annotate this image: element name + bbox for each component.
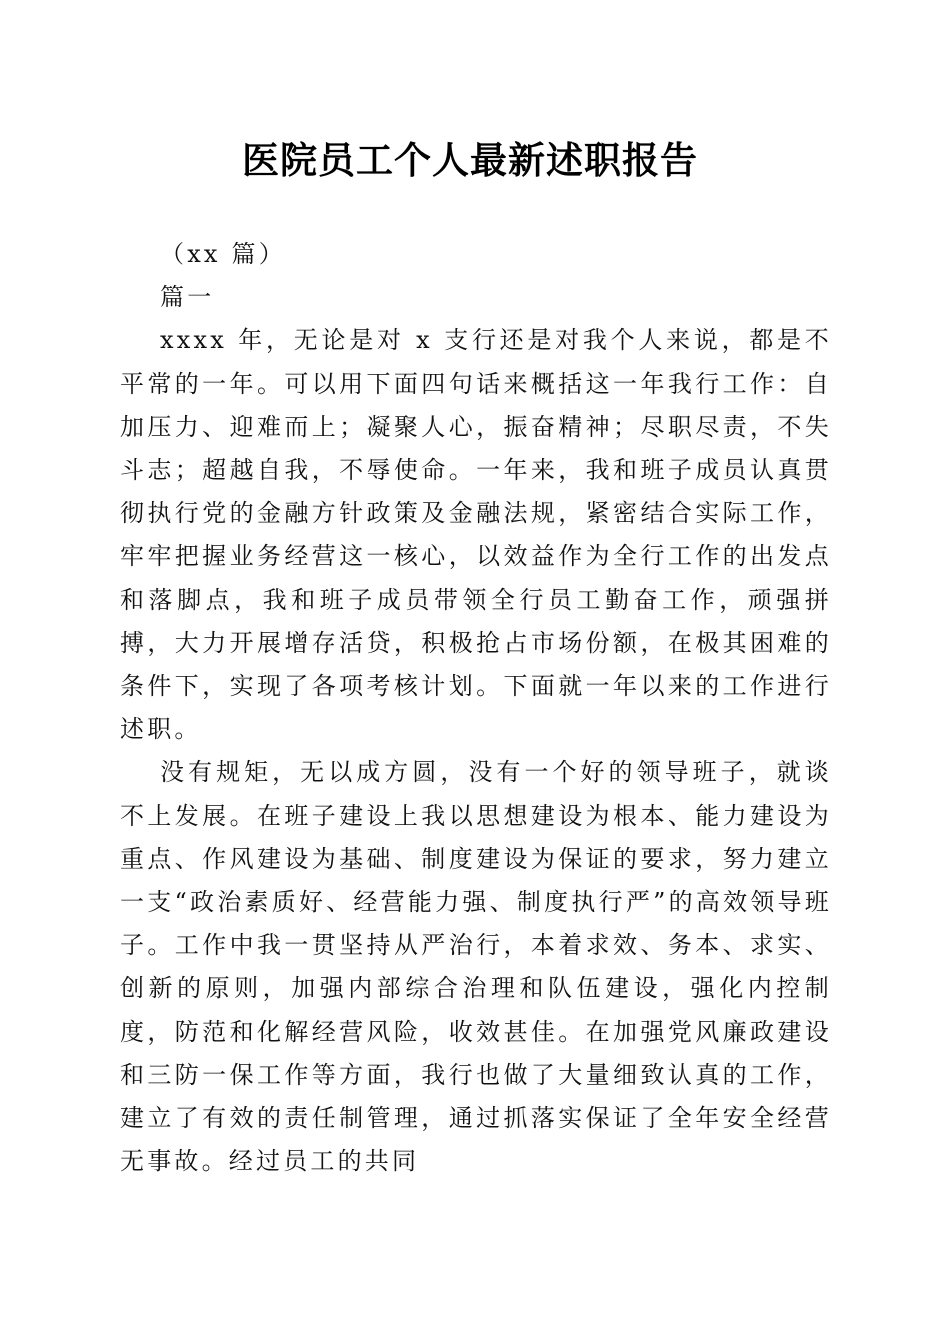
paragraph-1: xxxx 年，无论是对 x 支行还是对我个人来说，都是不平常的一年。可以用下面四句话来概括这一年我行工作：自加压力、迎难而上；凝聚人心，振奋精神；尽职尽责，不失斗志；超越自我，不辱使命。一年来，我和班子成员认真贯彻执行党的金融方针政策及金融法规，紧密结合实际工作，牢牢把握业务经营这一核心，以效益作为全行工作的出发点和落脚点，我和班子成员带领全行员工勤奋工作，顽强拼搏，大力开展增存活贷，积极抢占市场份额，在极其困难的条件下，实现了各项考核计划。下面就一年以来的工作进行述职。 [120, 326, 832, 744]
subtitle: （xx 篇） [160, 240, 286, 268]
document-title: 医院员工个人最新述职报告 [242, 138, 698, 182]
document-body [120, 233, 832, 1183]
paragraph-2: 没有规矩，无以成方圆，没有一个好的领导班子，就谈不上发展。在班子建设上我以思想建设为根本、能力建设为重点、作风建设为基础、制度建设为保证的要求，努力建立一支“政治素质好、经营能力强、制度执行严”的高效领导班子。工作中我一贯坚持从严治行，本着求效、务本、求实、创新的原则，加强内部综合治理和队伍建设，强化内控制度，防范和化解经营风险，收效甚佳。在加强党风廉政建设和三防一保工作等方面，我行也做了大量细致认真的工作，建立了有效的责任制管理，通过抓落实保证了全年安全经营无事故。经过员工的共同 [120, 758, 832, 1176]
section-label: 篇一 [160, 283, 215, 312]
